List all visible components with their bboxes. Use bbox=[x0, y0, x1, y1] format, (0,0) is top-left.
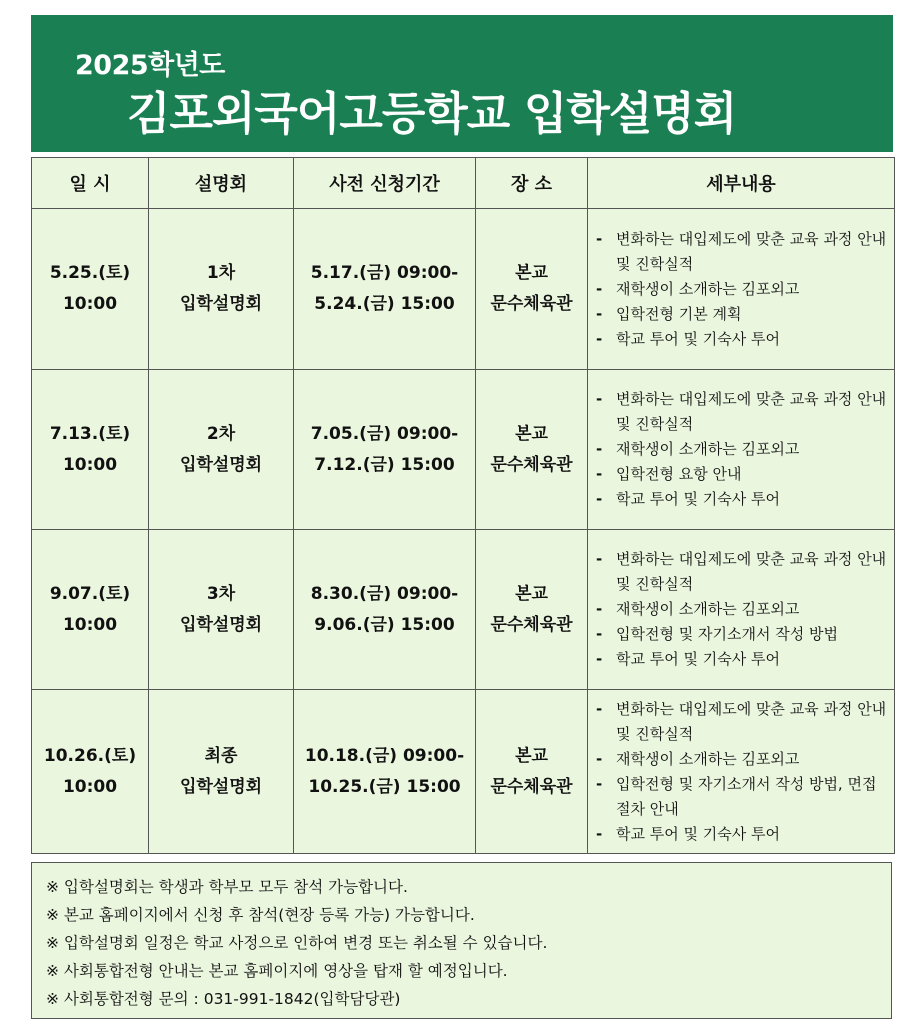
details-list bbox=[588, 387, 894, 512]
datetime-cell bbox=[32, 530, 149, 690]
table-row bbox=[32, 370, 895, 530]
page-title: 김포외국어고등학교 입학설명회 bbox=[127, 87, 737, 140]
place-line-1: 본교 bbox=[515, 583, 548, 604]
details-list bbox=[588, 697, 894, 847]
time: 10:00 bbox=[62, 776, 118, 797]
detail-item: - 변화하는 대입제도에 맞춘 교육 과정 안내 및 진학실적 bbox=[594, 387, 888, 437]
place-line-1: 본교 bbox=[515, 745, 548, 766]
note-line: ※ 사회통합전형 안내는 본교 홈페이지에 영상을 탑재 할 예정입니다. bbox=[46, 962, 508, 980]
period-start: 8.30.(금) 09:00- bbox=[310, 583, 459, 604]
place-cell bbox=[476, 690, 588, 854]
period-end: 10.25.(금) 15:00 bbox=[308, 776, 461, 797]
details-cell bbox=[588, 690, 895, 854]
session-cell bbox=[149, 370, 294, 530]
details-cell bbox=[588, 530, 895, 690]
place-cell bbox=[476, 530, 588, 690]
place-line-2: 문수체육관 bbox=[490, 614, 573, 635]
detail-item: - 학교 투어 및 기숙사 투어 bbox=[594, 327, 888, 352]
header-place: 장 소 bbox=[476, 158, 588, 209]
session-name: 입학설명회 bbox=[179, 454, 263, 475]
details-cell bbox=[588, 209, 895, 370]
title-banner bbox=[31, 15, 893, 152]
details-list bbox=[588, 547, 894, 672]
period-end: 7.12.(금) 15:00 bbox=[314, 454, 455, 475]
period-end: 5.24.(금) 15:00 bbox=[314, 294, 455, 314]
detail-item: - 변화하는 대입제도에 맞춘 교육 과정 안내 및 진학실적 bbox=[594, 697, 888, 747]
detail-item: - 학교 투어 및 기숙사 투어 bbox=[594, 487, 888, 512]
period-cell bbox=[294, 690, 476, 854]
session-name: 입학설명회 bbox=[179, 294, 263, 314]
detail-item: - 재학생이 소개하는 김포외고 bbox=[594, 747, 888, 772]
detail-item: - 재학생이 소개하는 김포외고 bbox=[594, 437, 888, 462]
header-datetime: 일 시 bbox=[32, 158, 149, 209]
session-cell bbox=[149, 209, 294, 370]
notes-box bbox=[31, 862, 892, 1019]
session-cell bbox=[149, 690, 294, 854]
note-line: ※ 입학설명회 일정은 학교 사정으로 인하여 변경 또는 취소될 수 있습니다. bbox=[46, 934, 548, 952]
detail-item: - 입학전형 및 자기소개서 작성 방법, 면접 절차 안내 bbox=[594, 772, 888, 822]
detail-item: - 재학생이 소개하는 김포외고 bbox=[594, 597, 888, 622]
detail-item: - 입학전형 기본 계획 bbox=[594, 302, 888, 327]
detail-item: - 학교 투어 및 기숙사 투어 bbox=[594, 822, 888, 847]
time: 10:00 bbox=[62, 294, 118, 314]
datetime-cell bbox=[32, 690, 149, 854]
table-row bbox=[32, 690, 895, 854]
table-row bbox=[32, 209, 895, 370]
datetime-cell bbox=[32, 209, 149, 370]
note-line: ※ 본교 홈페이지에서 신청 후 참석(현장 등록 가능) 가능합니다. bbox=[46, 906, 475, 924]
period-end: 9.06.(금) 15:00 bbox=[314, 614, 455, 635]
details-cell bbox=[588, 370, 895, 530]
detail-item: - 학교 투어 및 기숙사 투어 bbox=[594, 647, 888, 672]
date: 7.13.(토) bbox=[49, 423, 131, 444]
place-line-2: 문수체육관 bbox=[490, 294, 573, 314]
session-name: 입학설명회 bbox=[179, 614, 263, 635]
period-start: 7.05.(금) 09:00- bbox=[310, 423, 459, 444]
header-period: 사전 신청기간 bbox=[294, 158, 476, 209]
date: 5.25.(토) bbox=[49, 263, 131, 283]
session-number: 1차 bbox=[206, 263, 236, 283]
header-details: 세부내용 bbox=[588, 158, 895, 209]
session-number: 2차 bbox=[206, 423, 236, 444]
session-number: 최종 bbox=[204, 745, 238, 766]
period-start: 5.17.(금) 09:00- bbox=[310, 263, 459, 283]
period-cell bbox=[294, 530, 476, 690]
detail-item: - 변화하는 대입제도에 맞춘 교육 과정 안내 및 진학실적 bbox=[594, 547, 888, 597]
details-list bbox=[588, 227, 894, 352]
time: 10:00 bbox=[62, 454, 118, 475]
detail-item: - 입학전형 및 자기소개서 작성 방법 bbox=[594, 622, 888, 647]
place-line-2: 문수체육관 bbox=[490, 776, 573, 797]
period-cell bbox=[294, 370, 476, 530]
time: 10:00 bbox=[62, 614, 118, 635]
schedule-table bbox=[31, 157, 895, 854]
date: 10.26.(토) bbox=[43, 745, 137, 766]
session-cell bbox=[149, 530, 294, 690]
session-name: 입학설명회 bbox=[179, 776, 263, 797]
place-line-2: 문수체육관 bbox=[490, 454, 573, 475]
date: 9.07.(토) bbox=[49, 583, 131, 604]
note-line: ※ 입학설명회는 학생과 학부모 모두 참석 가능합니다. bbox=[46, 878, 408, 896]
place-line-1: 본교 bbox=[515, 423, 548, 444]
period-cell bbox=[294, 209, 476, 370]
header-session: 설명회 bbox=[149, 158, 294, 209]
note-line: ※ 사회통합전형 문의 : 031-991-1842(입학담당관) bbox=[46, 990, 401, 1008]
detail-item: - 변화하는 대입제도에 맞춘 교육 과정 안내 및 진학실적 bbox=[594, 227, 888, 277]
table-header-row bbox=[32, 158, 895, 209]
table-row bbox=[32, 530, 895, 690]
place-cell bbox=[476, 370, 588, 530]
place-line-1: 본교 bbox=[515, 263, 548, 283]
year-label: 2025학년도 bbox=[75, 50, 225, 81]
session-number: 3차 bbox=[206, 583, 236, 604]
period-start: 10.18.(금) 09:00- bbox=[304, 745, 465, 766]
place-cell bbox=[476, 209, 588, 370]
detail-item: - 재학생이 소개하는 김포외고 bbox=[594, 277, 888, 302]
detail-item: - 입학전형 요항 안내 bbox=[594, 462, 888, 487]
datetime-cell bbox=[32, 370, 149, 530]
